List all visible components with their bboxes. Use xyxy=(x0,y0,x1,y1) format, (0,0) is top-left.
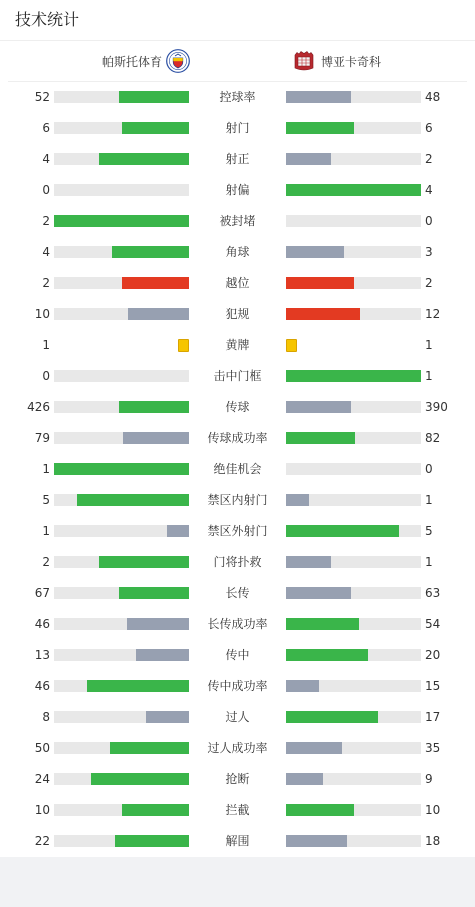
stat-row xyxy=(0,330,475,361)
home-stat-bar xyxy=(54,587,189,599)
away-stat-bar-fill xyxy=(286,401,351,413)
away-stat-value: 20 xyxy=(425,648,441,662)
home-stat-bar-fill xyxy=(122,277,190,289)
away-stat-bar xyxy=(286,680,421,692)
away-stat-bar xyxy=(286,835,421,847)
home-stat-value: 46 xyxy=(34,679,50,693)
home-stat-bar xyxy=(54,91,189,103)
away-stat-bar xyxy=(286,525,421,537)
stat-label: 控球率 xyxy=(219,90,256,104)
away-stat-value: 4 xyxy=(425,183,433,197)
home-stat-value: 1 xyxy=(42,338,50,352)
away-stat-value: 35 xyxy=(425,741,441,755)
home-stat-value: 8 xyxy=(42,710,50,724)
away-stat-bar-fill xyxy=(286,122,354,134)
home-stat-value: 10 xyxy=(34,803,50,817)
home-team[interactable] xyxy=(102,46,190,76)
away-stat-bar xyxy=(286,556,421,568)
away-stat-bar xyxy=(286,711,421,723)
home-stat-bar xyxy=(54,649,189,661)
stat-label: 传球 xyxy=(225,400,250,414)
away-stat-bar-fill xyxy=(286,649,368,661)
away-stat-bar xyxy=(286,773,421,785)
stat-row xyxy=(0,423,475,454)
stat-row xyxy=(0,609,475,640)
away-stat-bar xyxy=(286,401,421,413)
away-stat-value: 5 xyxy=(425,524,433,538)
away-stat-value: 2 xyxy=(425,152,433,166)
home-stat-value: 2 xyxy=(42,555,50,569)
away-stat-bar-fill xyxy=(286,432,355,444)
stat-label: 犯规 xyxy=(225,307,250,321)
home-stat-bar-fill xyxy=(99,556,189,568)
away-stat-value: 48 xyxy=(425,90,441,104)
stat-label: 传中成功率 xyxy=(207,679,268,693)
stat-label: 射偏 xyxy=(225,183,250,197)
home-stat-bar xyxy=(54,122,189,134)
stat-row xyxy=(0,826,475,857)
home-stat-bar xyxy=(54,773,189,785)
home-stat-bar xyxy=(54,711,189,723)
home-stat-bar xyxy=(54,277,189,289)
away-stat-value: 1 xyxy=(425,338,433,352)
stat-row xyxy=(0,547,475,578)
home-stat-value: 50 xyxy=(34,741,50,755)
away-stat-value: 390 xyxy=(425,400,448,414)
home-stat-bar xyxy=(54,680,189,692)
away-stat-value: 18 xyxy=(425,834,441,848)
away-stat-bar-fill xyxy=(286,835,347,847)
home-stat-value: 1 xyxy=(42,462,50,476)
stat-row xyxy=(0,268,475,299)
home-team-name: 帕斯托体育 xyxy=(102,54,163,69)
home-stat-value: 46 xyxy=(34,617,50,631)
stat-label: 传球成功率 xyxy=(207,431,268,445)
stat-label: 门将扑救 xyxy=(213,555,262,569)
home-stat-bar-fill xyxy=(54,215,189,227)
home-stat-value: 4 xyxy=(42,245,50,259)
home-stat-bar xyxy=(54,246,189,258)
home-stat-bar xyxy=(54,184,189,196)
stat-label: 过人 xyxy=(225,710,250,724)
home-stat-bar-fill xyxy=(54,463,189,475)
stats-list xyxy=(0,82,475,857)
stat-row xyxy=(0,454,475,485)
home-stat-value: 5 xyxy=(42,493,50,507)
away-stat-bar xyxy=(286,742,421,754)
home-stat-bar xyxy=(54,308,189,320)
stat-row xyxy=(0,671,475,702)
stat-row xyxy=(0,144,475,175)
home-stat-bar-fill xyxy=(122,122,190,134)
away-stat-bar xyxy=(286,618,421,630)
away-stat-value: 6 xyxy=(425,121,433,135)
away-stat-value: 54 xyxy=(425,617,441,631)
stat-row xyxy=(0,82,475,113)
away-stat-bar xyxy=(286,649,421,661)
stat-label: 禁区外射门 xyxy=(207,524,268,538)
home-stat-bar-fill xyxy=(127,618,189,630)
stat-label: 射门 xyxy=(225,121,250,135)
stat-label: 角球 xyxy=(225,245,250,259)
home-stat-bar xyxy=(54,804,189,816)
home-stat-bar-fill xyxy=(115,835,189,847)
home-stat-bar-fill xyxy=(136,649,189,661)
away-stat-value: 9 xyxy=(425,772,433,786)
away-stat-bar xyxy=(286,370,421,382)
away-stat-bar-fill xyxy=(286,370,421,382)
yellow-card-icon xyxy=(178,339,189,352)
stat-label: 长传 xyxy=(225,586,250,600)
home-stat-bar xyxy=(54,525,189,537)
home-stat-value: 0 xyxy=(42,183,50,197)
home-stat-bar-fill xyxy=(167,525,190,537)
home-stat-value: 22 xyxy=(34,834,50,848)
home-stat-bar xyxy=(54,153,189,165)
stat-row xyxy=(0,516,475,547)
stat-label: 绝佳机会 xyxy=(213,462,262,476)
stat-label: 过人成功率 xyxy=(207,741,268,755)
home-stat-value: 1 xyxy=(42,524,50,538)
home-stat-bar-fill xyxy=(119,401,189,413)
home-stat-value: 426 xyxy=(27,400,50,414)
home-stat-value: 0 xyxy=(42,369,50,383)
away-stat-bar-fill xyxy=(286,277,354,289)
away-stat-bar xyxy=(286,432,421,444)
stat-row xyxy=(0,702,475,733)
away-stat-bar xyxy=(286,494,421,506)
away-stat-value: 82 xyxy=(425,431,441,445)
away-stat-bar-fill xyxy=(286,742,342,754)
away-stat-bar xyxy=(286,153,421,165)
stat-label: 越位 xyxy=(225,276,250,290)
away-team[interactable] xyxy=(292,46,381,76)
stat-row xyxy=(0,361,475,392)
home-stat-bar xyxy=(54,215,189,227)
stat-row xyxy=(0,795,475,826)
home-team-logo-icon xyxy=(166,49,190,73)
away-stat-value: 17 xyxy=(425,710,441,724)
away-stat-bar xyxy=(286,122,421,134)
yellow-card-icon xyxy=(286,339,297,352)
away-stat-value: 1 xyxy=(425,369,433,383)
home-stat-bar-fill xyxy=(119,587,189,599)
away-stat-bar-fill xyxy=(286,711,378,723)
home-stat-bar xyxy=(54,742,189,754)
away-stat-value: 1 xyxy=(425,493,433,507)
away-stat-bar-fill xyxy=(286,773,323,785)
away-stat-bar-fill xyxy=(286,556,331,568)
away-stat-bar-fill xyxy=(286,680,319,692)
away-stat-bar xyxy=(286,184,421,196)
home-stat-value: 79 xyxy=(34,431,50,445)
away-stat-value: 63 xyxy=(425,586,441,600)
stat-label: 解围 xyxy=(225,834,250,848)
home-stat-bar-fill xyxy=(122,804,190,816)
home-stat-bar-fill xyxy=(77,494,190,506)
stat-label: 禁区内射门 xyxy=(207,493,268,507)
away-team-name: 博亚卡奇科 xyxy=(321,54,382,69)
away-stat-bar xyxy=(286,246,421,258)
home-stat-bar-fill xyxy=(123,432,189,444)
stat-label: 抢断 xyxy=(225,772,250,786)
home-stat-value: 67 xyxy=(34,586,50,600)
home-stat-bar xyxy=(54,494,189,506)
home-stat-bar xyxy=(54,401,189,413)
away-stat-bar xyxy=(286,587,421,599)
home-stat-bar-fill xyxy=(146,711,189,723)
away-stat-bar-fill xyxy=(286,308,360,320)
stat-row xyxy=(0,113,475,144)
stat-label: 长传成功率 xyxy=(207,617,268,631)
home-stat-bar-fill xyxy=(91,773,189,785)
home-stat-bar xyxy=(54,835,189,847)
stat-label: 击中门框 xyxy=(213,369,262,383)
away-stat-value: 0 xyxy=(425,214,433,228)
stat-label: 射正 xyxy=(225,152,250,166)
away-stat-value: 2 xyxy=(425,276,433,290)
away-stat-value: 0 xyxy=(425,462,433,476)
stat-label: 拦截 xyxy=(225,803,250,817)
away-stat-value: 3 xyxy=(425,245,433,259)
home-stat-bar-fill xyxy=(119,91,189,103)
page-title: 技术统计 xyxy=(15,10,80,29)
stat-row xyxy=(0,640,475,671)
home-stat-bar-fill xyxy=(110,742,189,754)
home-stat-bar xyxy=(54,432,189,444)
away-stat-bar-fill xyxy=(286,587,351,599)
home-stat-bar xyxy=(54,370,189,382)
stat-row xyxy=(0,485,475,516)
away-stat-bar-fill xyxy=(286,246,344,258)
away-stat-bar-fill xyxy=(286,494,309,506)
away-team-logo-icon xyxy=(292,49,316,73)
away-stat-bar-fill xyxy=(286,804,354,816)
away-stat-bar-fill xyxy=(286,153,331,165)
home-stat-value: 2 xyxy=(42,276,50,290)
stat-row xyxy=(0,237,475,268)
stat-row xyxy=(0,733,475,764)
away-stat-bar xyxy=(286,308,421,320)
home-stat-bar-fill xyxy=(99,153,189,165)
home-stat-value: 52 xyxy=(34,90,50,104)
away-stat-bar xyxy=(286,463,421,475)
home-stat-value: 13 xyxy=(34,648,50,662)
home-stat-bar-fill xyxy=(112,246,189,258)
away-stat-value: 15 xyxy=(425,679,441,693)
home-stat-value: 6 xyxy=(42,121,50,135)
home-stat-value: 2 xyxy=(42,214,50,228)
away-stat-bar-fill xyxy=(286,525,399,537)
away-stat-bar-fill xyxy=(286,184,421,196)
away-stat-bar xyxy=(286,277,421,289)
team-header xyxy=(0,46,475,76)
stat-row xyxy=(0,392,475,423)
away-stat-bar-fill xyxy=(286,618,359,630)
home-stat-bar xyxy=(54,463,189,475)
away-stat-bar xyxy=(286,91,421,103)
home-stat-bar xyxy=(54,556,189,568)
stat-label: 被封堵 xyxy=(219,214,256,228)
home-stat-value: 10 xyxy=(34,307,50,321)
away-stat-bar xyxy=(286,215,421,227)
away-stat-value: 1 xyxy=(425,555,433,569)
away-stat-bar xyxy=(286,804,421,816)
home-stat-bar-fill xyxy=(87,680,189,692)
home-stat-value: 4 xyxy=(42,152,50,166)
away-stat-bar-fill xyxy=(286,91,351,103)
stat-row xyxy=(0,299,475,330)
stat-label: 传中 xyxy=(225,648,250,662)
home-stat-bar-fill xyxy=(128,308,189,320)
stat-row xyxy=(0,206,475,237)
stat-row xyxy=(0,764,475,795)
away-stat-value: 10 xyxy=(425,803,441,817)
stat-label: 黄牌 xyxy=(225,338,250,352)
stat-row xyxy=(0,175,475,206)
away-stat-value: 12 xyxy=(425,307,441,321)
title-divider xyxy=(0,40,475,41)
home-stat-value: 24 xyxy=(34,772,50,786)
stat-row xyxy=(0,578,475,609)
home-stat-bar xyxy=(54,618,189,630)
